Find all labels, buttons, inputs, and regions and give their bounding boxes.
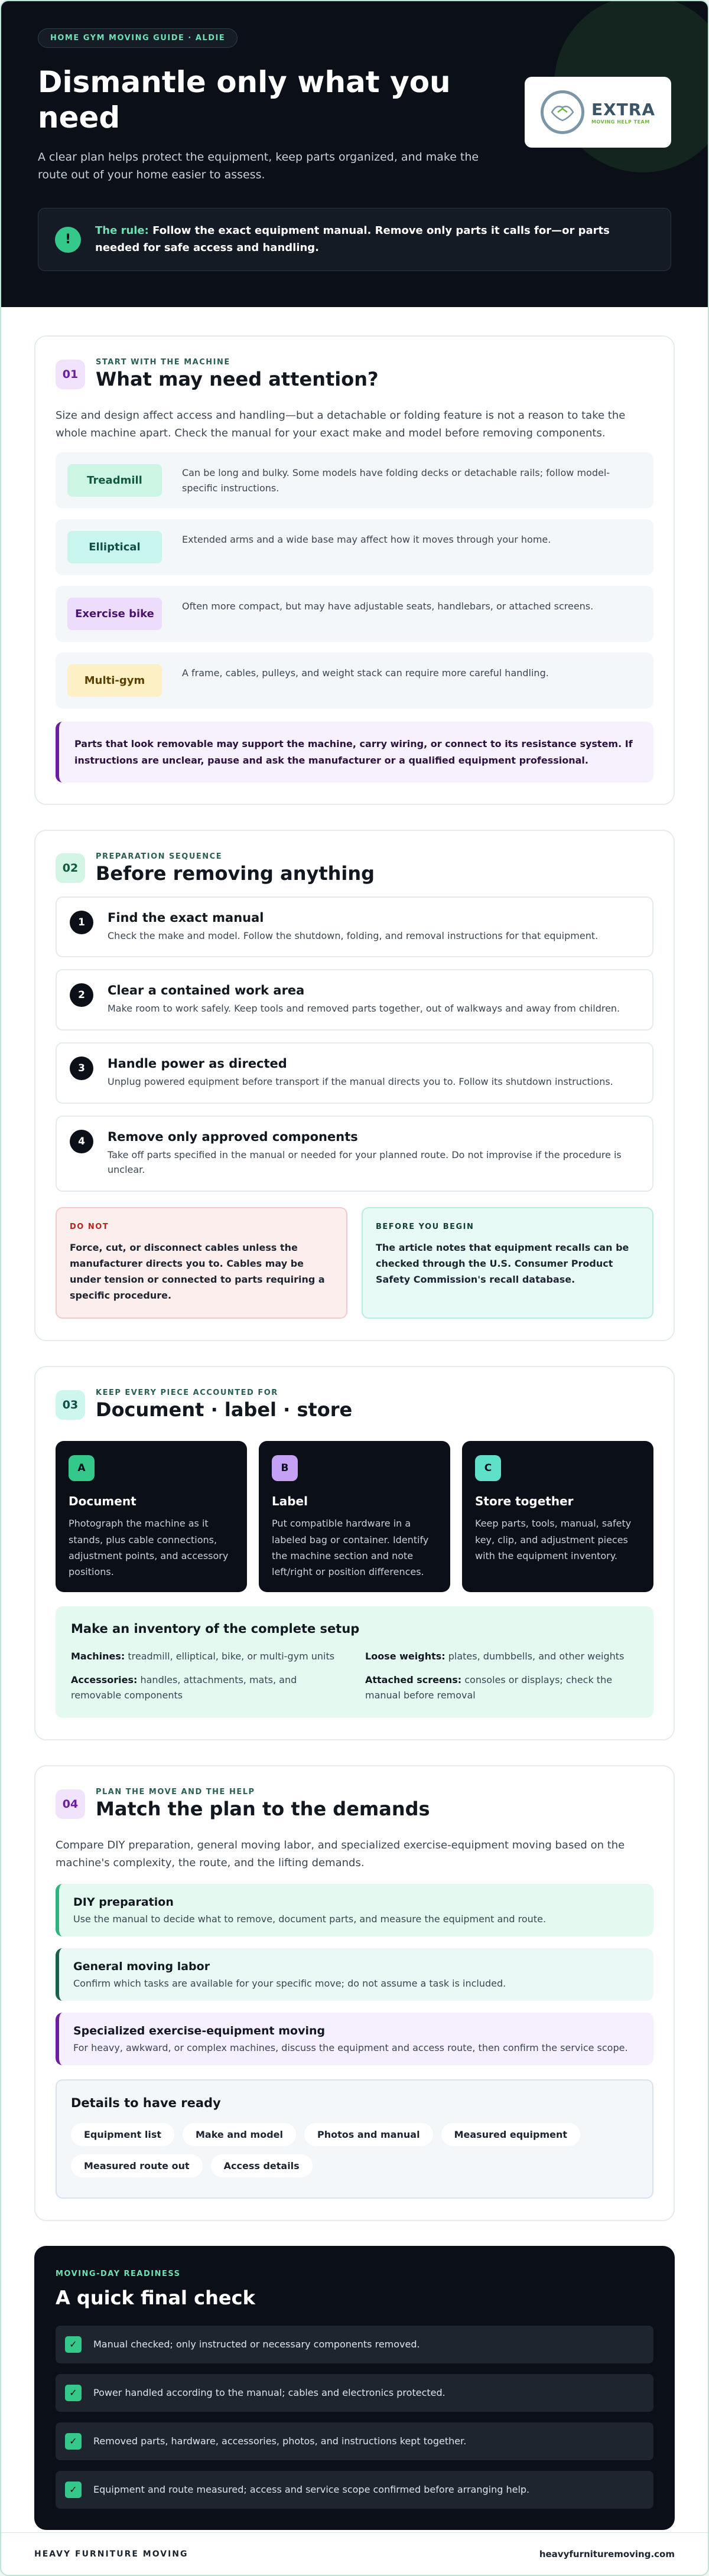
section-attention bbox=[34, 335, 675, 805]
doc-letter-badge: C bbox=[475, 1455, 501, 1481]
final-check-section bbox=[34, 2246, 675, 2530]
doc-desc: Put compatible hardware in a labeled bag or container. Identify the machine section and note left/right or position differences. bbox=[272, 1518, 429, 1578]
hero-subtitle: A clear plan helps protect the equipment, keep parts organized, and make the route out of your home easier to assess. bbox=[38, 151, 479, 182]
option-title: Specialized exercise-equipment moving bbox=[73, 2024, 326, 2037]
section-number: 02 bbox=[56, 853, 85, 883]
equipment-desc: Can be long and bulky. Some models have folding decks or detachable rails; follow model-specific instructions. bbox=[182, 467, 610, 494]
brand-logo bbox=[525, 77, 671, 148]
section-intro: Compare DIY preparation, general moving labor, and specialized exercise-equipment moving based on the machine's complexity, the route, and the lifting demands. bbox=[56, 1839, 625, 1869]
page-footer bbox=[1, 2532, 708, 2575]
do-not-kicker: DO NOT bbox=[70, 1222, 109, 1231]
final-title: A quick final check bbox=[56, 2286, 255, 2309]
step-item bbox=[56, 1116, 653, 1192]
rule-body: Follow the exact equipment manual. Remove only parts it calls for—or parts needed for safe access and handling. bbox=[95, 224, 610, 254]
step-desc: Take off parts specified in the manual or needed for your planned route. Do not improvise if the procedure is unclear. bbox=[108, 1149, 622, 1176]
option-desc: Confirm which tasks are available for your specific move; do not assume a task is included. bbox=[73, 1977, 506, 1989]
inventory-item: Attached screens: consoles or displays; check the manual before removal bbox=[365, 1674, 613, 1701]
detail-chip: Equipment list bbox=[71, 2123, 174, 2146]
checklist-item bbox=[56, 2374, 653, 2412]
detail-chip: Make and model bbox=[183, 2123, 296, 2146]
checklist-item bbox=[56, 2471, 653, 2509]
checkmark-icon: ✓ bbox=[65, 2482, 82, 2498]
do-not-text: Force, cut, or disconnect cables unless the manufacturer directs you to. Cables may be under tension or connected to parts requiring a specific procedure. bbox=[70, 1241, 325, 1302]
step-number: 2 bbox=[70, 983, 93, 1007]
doc-title: Store together bbox=[475, 1494, 574, 1509]
step-desc: Make room to work safely. Keep tools and removed parts together, out of walkways and away from children. bbox=[108, 1003, 620, 1015]
checklist-item bbox=[56, 2326, 653, 2363]
doc-letter-badge: B bbox=[272, 1455, 298, 1481]
section-number: 03 bbox=[56, 1390, 85, 1420]
hero-eyebrow: HOME GYM MOVING GUIDE · ALDIE bbox=[38, 28, 238, 48]
do-not-callout bbox=[56, 1207, 347, 1319]
equipment-label: Elliptical bbox=[67, 531, 162, 563]
step-title: Remove only approved components bbox=[108, 1129, 358, 1144]
detail-chip: Access details bbox=[211, 2154, 313, 2177]
section-document bbox=[34, 1366, 675, 1740]
section-kicker: PLAN THE MOVE AND THE HELP bbox=[96, 1788, 255, 1797]
inventory-title: Make an inventory of the complete setup bbox=[71, 1622, 360, 1636]
inventory-item: Loose weights: plates, dumbbells, and other weights bbox=[365, 1651, 625, 1662]
details-title: Details to have ready bbox=[71, 2095, 221, 2110]
checklist-text: Removed parts, hardware, accessories, photos, and instructions kept together. bbox=[93, 2435, 467, 2447]
section-number: 01 bbox=[56, 360, 85, 389]
step-desc: Check the make and model. Follow the shutdown, folding, and removal instructions for that equipment. bbox=[108, 930, 599, 941]
checklist-text: Manual checked; only instructed or necessary components removed. bbox=[93, 2339, 420, 2350]
checkmark-icon: ✓ bbox=[65, 2433, 82, 2450]
section-plan bbox=[34, 1765, 675, 2220]
doc-desc: Keep parts, tools, manual, safety key, clip, and adjustment pieces with the equipment inventory. bbox=[475, 1518, 632, 1561]
checklist-item bbox=[56, 2422, 653, 2460]
alert-icon: ! bbox=[55, 227, 81, 253]
inventory-item: Accessories: handles, attachments, mats, and removable components bbox=[71, 1674, 297, 1701]
step-number: 1 bbox=[70, 911, 93, 934]
inventory-box bbox=[56, 1606, 653, 1718]
doc-card-label bbox=[259, 1441, 450, 1592]
hero-section bbox=[1, 1, 708, 307]
equipment-row bbox=[56, 452, 653, 508]
doc-desc: Photograph the machine as it stands, plus cable connections, adjustment points, and accessory positions. bbox=[69, 1518, 229, 1578]
option-specialized bbox=[56, 2013, 653, 2065]
step-number: 3 bbox=[70, 1057, 93, 1080]
detail-chip: Measured equipment bbox=[441, 2123, 580, 2146]
equipment-row bbox=[56, 653, 653, 709]
option-diy bbox=[56, 1884, 653, 1936]
step-item bbox=[56, 1042, 653, 1104]
checkmark-icon: ✓ bbox=[65, 2385, 82, 2401]
equipment-row bbox=[56, 519, 653, 575]
section-title: Before removing anything bbox=[96, 862, 375, 885]
before-kicker: BEFORE YOU BEGIN bbox=[376, 1222, 474, 1231]
section-title: What may need attention? bbox=[96, 368, 379, 390]
details-box bbox=[56, 2079, 653, 2199]
section-preparation bbox=[34, 830, 675, 1342]
option-desc: For heavy, awkward, or complex machines, discuss the equipment and access route, then confirm the service scope. bbox=[73, 2042, 628, 2053]
rule-callout bbox=[38, 208, 671, 272]
step-item bbox=[56, 969, 653, 1031]
equipment-row bbox=[56, 586, 653, 642]
logo-wordmark: EXTRA bbox=[591, 100, 656, 119]
detail-chip: Measured route out bbox=[71, 2154, 203, 2177]
equipment-desc: Often more compact, but may have adjustable seats, handlebars, or attached screens. bbox=[182, 601, 594, 612]
equipment-label: Multi-gym bbox=[67, 664, 162, 697]
logo-tagline: MOVING HELP TEAM bbox=[591, 119, 650, 125]
rule-text bbox=[95, 223, 654, 257]
footer-brand: HEAVY FURNITURE MOVING bbox=[34, 2549, 188, 2559]
inventory-item: Machines: treadmill, elliptical, bike, or multi-gym units bbox=[71, 1651, 335, 1662]
checklist-text: Equipment and route measured; access and service scope confirmed before arranging help. bbox=[93, 2484, 530, 2496]
logo-icon bbox=[541, 90, 584, 134]
section-kicker: START WITH THE MACHINE bbox=[96, 358, 230, 367]
option-general-labor bbox=[56, 1948, 653, 2001]
step-title: Clear a contained work area bbox=[108, 983, 305, 998]
before-you-begin-callout bbox=[362, 1207, 653, 1319]
warning-callout: Parts that look removable may support the machine, carry wiring, or connect to its resistance system. If instructions are unclear, pause and ask the manufacturer or a qualified equipment professional. bbox=[56, 722, 653, 782]
doc-card-document bbox=[56, 1441, 247, 1592]
equipment-desc: Extended arms and a wide base may affect how it moves through your home. bbox=[182, 534, 551, 546]
final-kicker: MOVING-DAY READINESS bbox=[56, 2269, 181, 2278]
step-title: Handle power as directed bbox=[108, 1056, 287, 1071]
rule-label: The rule: bbox=[95, 224, 149, 237]
section-number: 04 bbox=[56, 1789, 85, 1819]
doc-letter-badge: A bbox=[69, 1455, 95, 1481]
checklist-text: Power handled according to the manual; cables and electronics protected. bbox=[93, 2387, 445, 2399]
checkmark-icon: ✓ bbox=[65, 2336, 82, 2353]
section-kicker: KEEP EVERY PIECE ACCOUNTED FOR bbox=[96, 1388, 278, 1398]
section-kicker: PREPARATION SEQUENCE bbox=[96, 852, 223, 861]
doc-title: Document bbox=[69, 1494, 136, 1509]
main-content bbox=[1, 307, 708, 2530]
step-item bbox=[56, 896, 653, 958]
option-title: DIY preparation bbox=[73, 1895, 174, 1909]
step-number: 4 bbox=[70, 1130, 93, 1153]
detail-chip: Photos and manual bbox=[304, 2123, 433, 2146]
doc-title: Label bbox=[272, 1494, 308, 1509]
equipment-label: Treadmill bbox=[67, 464, 162, 497]
section-intro: Size and design affect access and handling—but a detachable or folding feature is not a reason to take the whole machine apart. Check the manual for your exact make and model before removing components. bbox=[56, 409, 626, 439]
section-title: Document · label · store bbox=[96, 1398, 353, 1421]
step-desc: Unplug powered equipment before transport if the manual directs you to. Follow its shutdown instructions. bbox=[108, 1075, 613, 1087]
doc-card-store bbox=[462, 1441, 653, 1592]
option-title: General moving labor bbox=[73, 1959, 210, 1973]
footer-link[interactable]: heavyfurnituremoving.com bbox=[539, 2548, 675, 2559]
option-desc: Use the manual to decide what to remove, document parts, and measure the equipment and route. bbox=[73, 1913, 547, 1925]
section-title: Match the plan to the demands bbox=[96, 1798, 430, 1821]
step-title: Find the exact manual bbox=[108, 910, 264, 925]
hero-title: Dismantle only what you need bbox=[38, 65, 451, 135]
equipment-label: Exercise bike bbox=[67, 598, 162, 630]
before-text: The article notes that equipment recalls can be checked through the U.S. Consumer Product Safety Commission's recall database. bbox=[376, 1241, 629, 1286]
equipment-desc: A frame, cables, pulleys, and weight stack can require more careful handling. bbox=[182, 667, 549, 679]
